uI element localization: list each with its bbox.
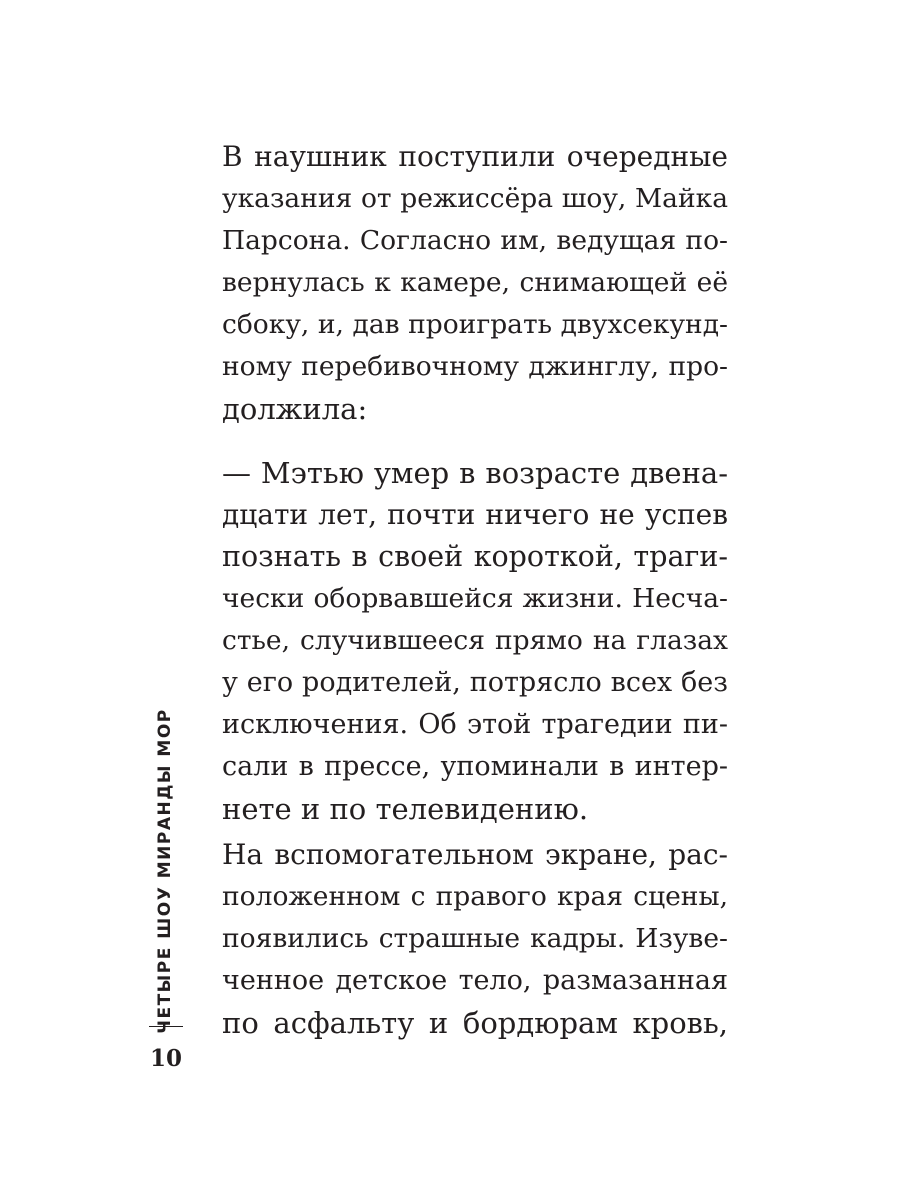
text-line: появились страшные кадры. Изуве- xyxy=(222,923,728,954)
running-head-title: ЧЕТЫРЕ ШОУ МИРАНДЫ МОР xyxy=(155,708,175,1034)
text-line: сали в прессе, упоминали в интер- xyxy=(222,751,728,782)
text-line: у его родителей, потрясло всех без xyxy=(222,667,728,698)
text-line: по асфальту и бордюрам кровь, xyxy=(222,1006,728,1040)
text-line: На вспомогательном экране, рас- xyxy=(222,838,728,871)
text-line: положенном с правого края сцены, xyxy=(222,881,728,912)
text-line: — Мэтью умер в возрасте двена- xyxy=(222,456,728,490)
paragraph-3 xyxy=(222,834,728,1044)
text-line: чески оборвавшейся жизни. Несча- xyxy=(222,583,728,614)
text-line: В наушник поступили очередные xyxy=(222,140,728,173)
text-line: Парсона. Согласно им, ведущая по- xyxy=(222,225,728,256)
text-line: познать в своей короткой, траги- xyxy=(222,540,728,573)
page-number: 10 xyxy=(149,1045,182,1072)
text-line: сбоку, и, дав проиграть двухсекунд- xyxy=(222,309,728,340)
text-line: ченное детское тело, размазанная xyxy=(222,965,728,996)
text-line: дцати лет, почти ничего не успев xyxy=(222,498,728,531)
paragraph-1 xyxy=(222,136,728,430)
running-head xyxy=(149,708,181,1034)
text-line: ному перебивочному джинглу, про- xyxy=(222,351,728,382)
text-line: исключения. Об этой трагедии пи- xyxy=(222,709,728,740)
paragraph-2 xyxy=(222,452,728,830)
text-line: вернулась к камере, снимающей её xyxy=(222,267,728,298)
text-line: стье, случившееся прямо на глазах xyxy=(222,625,728,656)
folio-rule xyxy=(149,1026,183,1027)
text-line: нете и по телевидению. xyxy=(222,792,589,826)
text-line: указания от режиссёра шоу, Майка xyxy=(222,183,728,214)
text-line: должила: xyxy=(222,392,368,426)
